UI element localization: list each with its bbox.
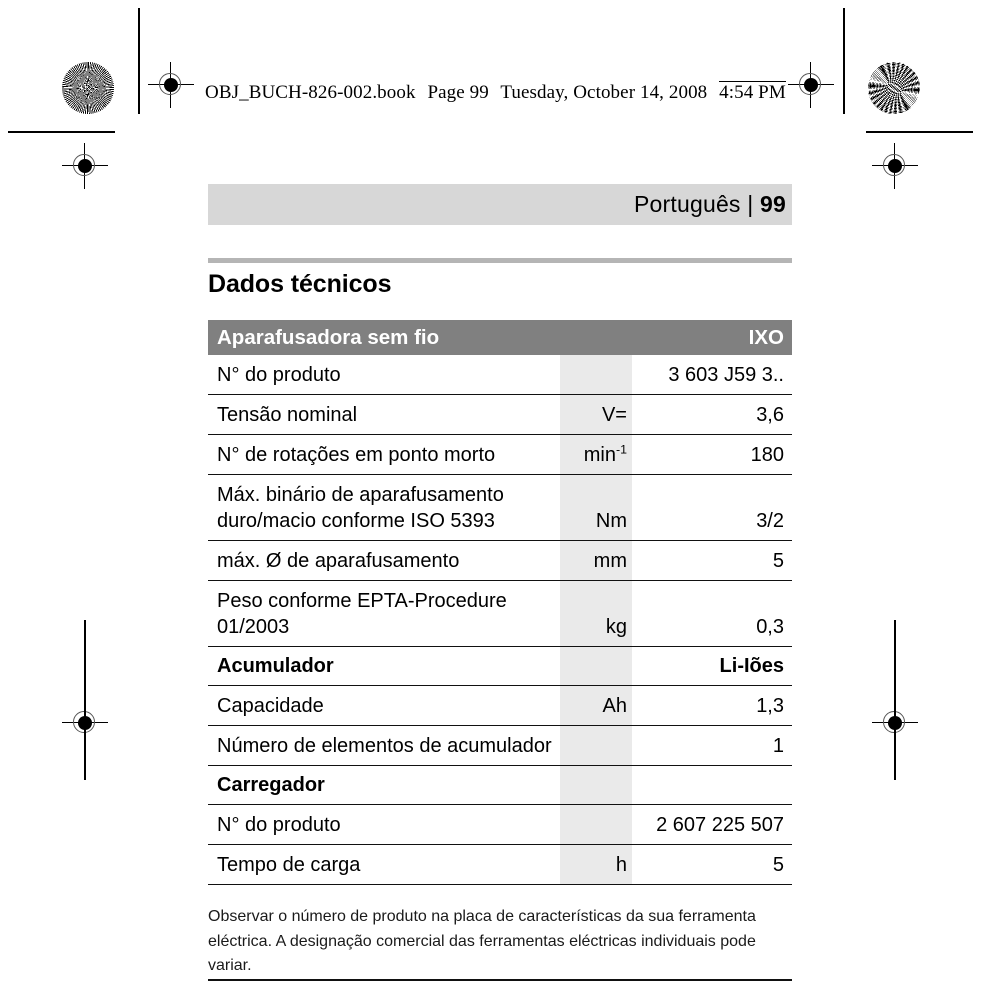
table-header-value: IXO: [632, 320, 792, 355]
table-cell-value: [632, 766, 792, 805]
table-cell-value: 2 607 225 507: [632, 805, 792, 845]
table-row: [208, 766, 792, 805]
table-cell-unit: mm: [560, 541, 632, 581]
running-head: [205, 82, 786, 104]
registration-crosshair-mark-upper-left: [62, 143, 108, 189]
table-cell-value: 0,3: [632, 581, 792, 647]
crop-line-middle-right-vertical: [894, 620, 896, 780]
registration-crosshair-mark-upper-right: [872, 143, 918, 189]
technical-data-table: [208, 320, 792, 885]
table-cell-label: Número de elementos de acumulador: [208, 726, 560, 766]
table-row: [208, 581, 792, 647]
table-cell-label: máx. Ø de aparafusamento: [208, 541, 560, 581]
table-body: [208, 355, 792, 885]
registration-crosshair-mark-top-right: [788, 62, 834, 108]
table-row: [208, 805, 792, 845]
page-title: Dados técnicos: [208, 270, 392, 298]
star-rosette-mark: [62, 62, 114, 114]
table-row: [208, 845, 792, 885]
table-cell-value: 5: [632, 541, 792, 581]
table-cell-unit: [560, 766, 632, 805]
folio-language: Português: [633, 191, 741, 217]
closing-rule: [208, 979, 792, 981]
unit-base: min: [583, 444, 616, 466]
table-cell-label: Máx. binário de aparafusamento duro/macio conforme ISO 5393: [208, 475, 560, 541]
crop-line-middle-left-vertical: [84, 620, 86, 780]
table-row: [208, 647, 792, 686]
table-row: [208, 475, 792, 541]
table-cell-label: N° de rotações em ponto morto: [208, 435, 560, 475]
table-cell-value: 180: [632, 435, 792, 475]
table-cell-label: N° do produto: [208, 355, 560, 395]
table-cell-value: Li-Iões: [632, 647, 792, 686]
table-row: [208, 541, 792, 581]
crop-line-top-right-horizontal: [866, 131, 973, 133]
unit-exponent: -1: [615, 442, 627, 457]
table-cell-label: Capacidade: [208, 686, 560, 726]
folio-text: [634, 191, 786, 218]
table-row: [208, 726, 792, 766]
running-head-date: Tuesday, October 14, 2008: [500, 82, 708, 103]
crop-line-top-left-horizontal: [8, 131, 115, 133]
table-cell-unit: Ah: [560, 686, 632, 726]
table-row: [208, 435, 792, 475]
running-head-page: Page 99: [427, 82, 489, 103]
table-row: [208, 686, 792, 726]
table-cell-label: Carregador: [208, 766, 560, 805]
table-cell-unit: [560, 435, 632, 475]
table-header-label: Aparafusadora sem fio: [208, 320, 560, 355]
running-head-time: 4:54 PM: [719, 82, 786, 103]
table-cell-value: 3,6: [632, 395, 792, 435]
table-cell-unit: kg: [560, 581, 632, 647]
table-cell-unit: Nm: [560, 475, 632, 541]
crop-line-top-left-vertical: [138, 8, 140, 114]
table-cell-unit: [560, 805, 632, 845]
table-cell-value: 1,3: [632, 686, 792, 726]
folio-separator: |: [747, 191, 754, 217]
table-row: [208, 355, 792, 395]
table-cell-unit: [560, 647, 632, 686]
table-cell-unit: [560, 726, 632, 766]
table-footnote: Observar o número de produto na placa de características da sua ferramenta eléctrica. A designação comercial das ferramentas eléctricas individuais pode variar.: [208, 908, 756, 974]
table-cell-value: 1: [632, 726, 792, 766]
table-cell-label: Tempo de carga: [208, 845, 560, 885]
moire-rosette-mark: [868, 62, 920, 114]
table-cell-label: Peso conforme EPTA-Procedure 01/2003: [208, 581, 560, 647]
table-header-unit: [560, 320, 632, 355]
running-head-file: OBJ_BUCH-826-002.book: [205, 82, 416, 103]
table-cell-unit: [560, 355, 632, 395]
folio-page-number: 99: [760, 191, 786, 217]
section-rule: [208, 258, 792, 263]
table-cell-label: Acumulador: [208, 647, 560, 686]
table-cell-value: 5: [632, 845, 792, 885]
table-cell-label: Tensão nominal: [208, 395, 560, 435]
registration-crosshair-mark-top-left: [148, 62, 194, 108]
table-cell-value: 3 603 J59 3..: [632, 355, 792, 395]
table-cell-unit: V=: [560, 395, 632, 435]
table-cell-value: 3/2: [632, 475, 792, 541]
table-cell-unit: h: [560, 845, 632, 885]
table-header-row: [208, 320, 792, 355]
folio-band: [208, 184, 792, 225]
crop-line-top-right-vertical: [843, 8, 845, 114]
table-row: [208, 395, 792, 435]
table-cell-label: N° do produto: [208, 805, 560, 845]
